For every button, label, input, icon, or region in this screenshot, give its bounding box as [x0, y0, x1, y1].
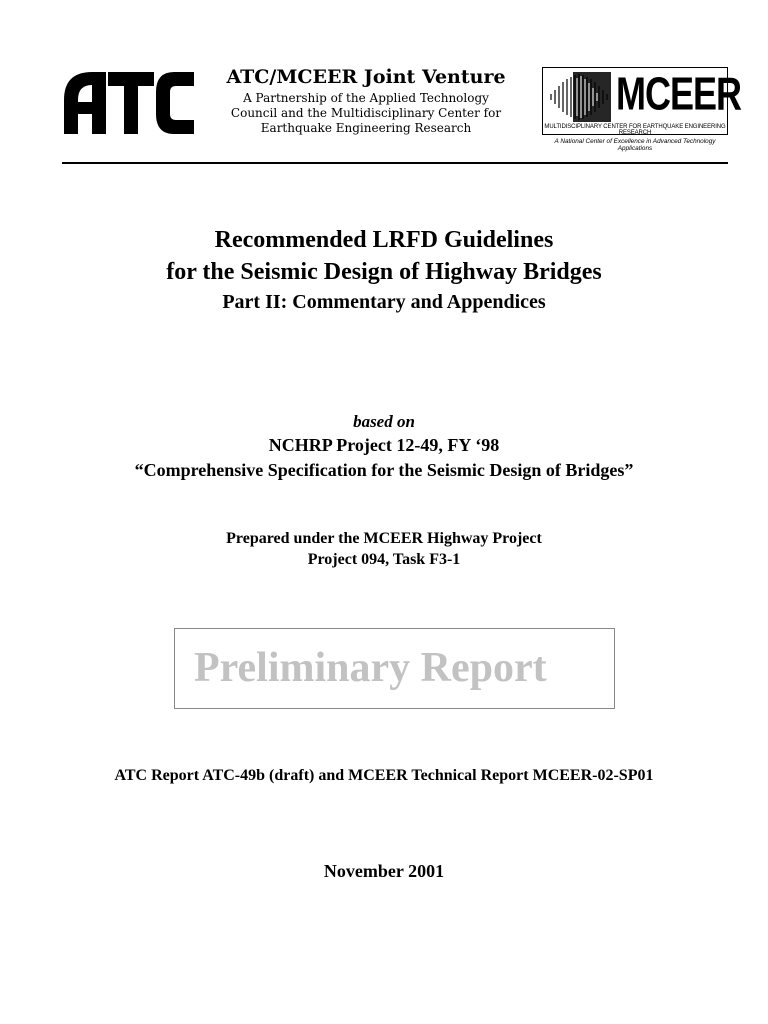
project-reference: NCHRP Project 12-49, FY ‘98: [268, 435, 500, 455]
partnership-line: Earthquake Engineering Research: [260, 121, 472, 135]
mceer-tagline: A National Center of Excellence in Advanced Technology Applications: [554, 138, 716, 152]
partnership-line: Council and the Multidisciplinary Center for: [230, 106, 502, 120]
project-task-line: Project 094, Task F3-1: [307, 551, 461, 568]
mceer-full-name: MULTIDISCIPLINARY CENTER FOR EARTHQUAKE ENGINEERING RESEARCH: [544, 124, 726, 136]
atc-logo: [62, 70, 196, 136]
document-title-line-2: for the Seismic Design of Highway Bridges: [166, 259, 602, 285]
document-title-line-1: Recommended LRFD Guidelines: [214, 227, 554, 253]
partnership-description: [226, 91, 506, 136]
status-label: Preliminary Report: [194, 645, 547, 691]
partnership-line: A Partnership of the Applied Technology: [243, 91, 489, 105]
prepared-under-line: Prepared under the MCEER Highway Project: [226, 530, 542, 547]
header-divider: [62, 162, 728, 164]
document-part-title: Part II: Commentary and Appendices: [222, 291, 546, 313]
project-title: “Comprehensive Specification for the Seismic Design of Bridges”: [134, 460, 634, 480]
mceer-wave-emblem-icon: [547, 72, 613, 122]
joint-venture-title: ATC/MCEER Joint Venture: [226, 66, 506, 88]
publication-date: November 2001: [323, 861, 445, 881]
mceer-wordmark: MCEER: [616, 67, 742, 120]
based-on-label: based on: [353, 412, 415, 431]
report-identifiers: ATC Report ATC-49b (draft) and MCEER Technical Report MCEER-02-SP01: [114, 767, 654, 784]
